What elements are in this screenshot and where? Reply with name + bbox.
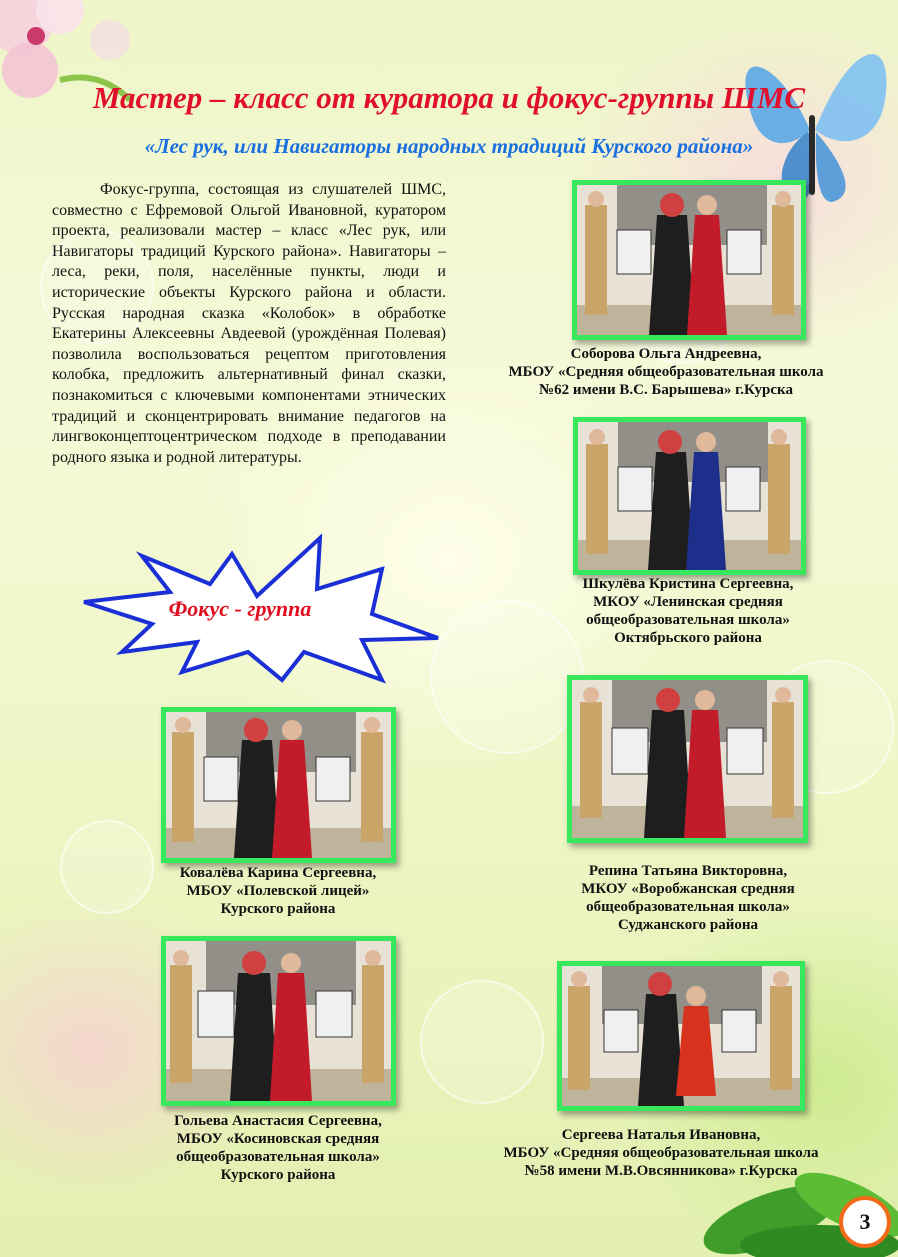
caption-line: МБОУ «Полевской лицей» bbox=[186, 883, 370, 899]
bokeh-circle bbox=[420, 980, 544, 1104]
intro-paragraph: Фокус-группа, состоящая из слушателей ШМС, совместно с Ефремовой Ольгой Ивановной, куратором проекта, реализовали мастер – класс «Лес рук, или Навигаторы традиций Курского района». Навигаторы – леса, реки, поля, населённые пункты, люди и исторические объекты Курского района и области. Русская народная сказка «Колобок» в обработке Екатерины Алексеевны Авдеевой (урождённая Полевая) позволила воспользоваться рецептом приготовления колобка, предложить альтернативный финал сказки, познакомиться с ключевыми компонентами этнических традиций и сконцентрировать внимание педагогов на лингвоконцептоцентрическом подходе в преподавании родного языка и родной литературы. bbox=[52, 181, 446, 466]
group-photo-image bbox=[166, 941, 391, 1101]
focus-group-label: Фокус - группа bbox=[168, 596, 312, 621]
bokeh-circle bbox=[60, 820, 154, 914]
caption-line: №62 имени В.С. Барышева» г.Курска bbox=[539, 382, 793, 398]
caption-line: МБОУ «Косиновская средняя bbox=[176, 1131, 380, 1147]
caption-line: общеобразовательная школа» bbox=[586, 612, 790, 628]
caption-line: №58 имени М.В.Овсянникова» г.Курска bbox=[524, 1163, 798, 1179]
caption-line: Курского района bbox=[220, 901, 336, 917]
photo-caption bbox=[540, 862, 836, 934]
photo-caption bbox=[476, 345, 856, 399]
caption-line: МБОУ «Средняя общеобразовательная школа bbox=[503, 1145, 819, 1161]
photo-caption bbox=[150, 864, 406, 918]
photo-repina bbox=[567, 675, 808, 843]
page-title: Мастер – класс от куратора и фокус-группы ШМС bbox=[92, 80, 806, 115]
photo-caption bbox=[476, 1126, 846, 1180]
caption-line: МКОУ «Ленинская средняя bbox=[593, 594, 783, 610]
group-photo-image bbox=[578, 422, 801, 570]
caption-line: Октябрьского района bbox=[614, 630, 762, 646]
page-subtitle: «Лес рук, или Навигаторы народных традиций Курского района» bbox=[144, 134, 754, 158]
caption-line: МБОУ «Средняя общеобразовательная школа bbox=[508, 364, 824, 380]
group-photo-image bbox=[577, 185, 801, 335]
group-photo-image bbox=[572, 680, 803, 838]
caption-line: Репина Татьяна Викторовна, bbox=[588, 863, 788, 879]
photo-sobolova bbox=[572, 180, 806, 340]
caption-line: общеобразовательная школа» bbox=[586, 899, 790, 915]
caption-line: Сергеева Наталья Ивановна, bbox=[561, 1127, 761, 1143]
photo-shkuleva bbox=[573, 417, 806, 575]
page-number-badge: 3 bbox=[839, 1196, 891, 1248]
photo-caption bbox=[530, 575, 846, 647]
caption-line: Суджанского района bbox=[617, 917, 759, 933]
caption-line: Шкулёва Кристина Сергеевна, bbox=[582, 576, 794, 592]
photo-golyeva bbox=[161, 936, 396, 1106]
photo-caption bbox=[150, 1112, 406, 1184]
photo-kovaleva bbox=[161, 707, 396, 863]
caption-line: Гольева Анастасия Сергеевна, bbox=[174, 1113, 382, 1129]
caption-line: МКОУ «Воробжанская средняя bbox=[581, 881, 795, 897]
caption-line: Соборова Ольга Андреевна, bbox=[570, 346, 762, 362]
caption-line: общеобразовательная школа» bbox=[176, 1149, 380, 1165]
caption-line: Курского района bbox=[220, 1167, 336, 1183]
group-photo-image bbox=[562, 966, 800, 1106]
caption-line: Ковалёва Карина Сергеевна, bbox=[179, 865, 377, 881]
photo-sergeeva bbox=[557, 961, 805, 1111]
group-photo-image bbox=[166, 712, 391, 858]
